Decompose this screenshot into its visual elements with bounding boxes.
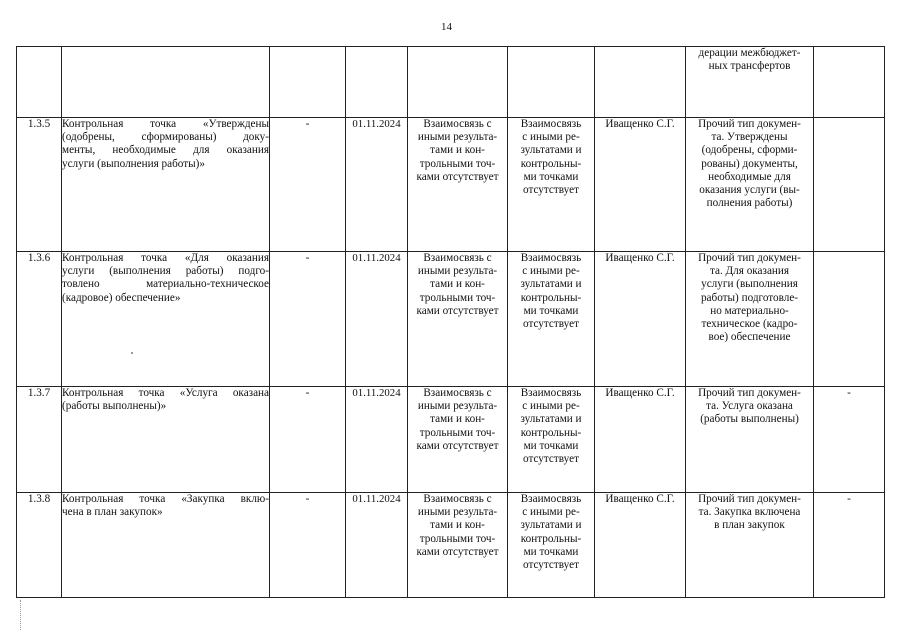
control-point-name: Контрольная точка «Услуга оказана (работы выполнены)» [62,387,270,493]
document-type: Прочий тип докумен- та. Услуга оказана (работы выполнены) [686,387,814,493]
cell-relation-2 [508,47,595,118]
responsible-person: Иващенко С.Г. [595,252,686,387]
dash-value: - [270,118,346,252]
page-number: 14 [441,21,452,33]
last-column-value [814,118,885,252]
table-row [17,493,885,598]
row-number: 1.3.6 [17,252,62,387]
last-column-value: - [814,493,885,598]
last-column-value [814,252,885,387]
control-point-name: Контрольная точка «Утверждены (одобрены, сформированы) доку- менты, необходимые для оказания услуги (выполнения работы)» [62,118,270,252]
control-point-name: Контрольная точка «Для оказания услуги (выполнения работы) подго- товлено материально-техническое (кадровое) обеспечение» [62,252,270,387]
row-number: 1.3.8 [17,493,62,598]
table-row [17,252,885,387]
table-row [17,387,885,493]
cell-last [814,47,885,118]
control-point-name: Контрольная точка «Закупка вклю- чена в план закупок» [62,493,270,598]
relation-2: Взаимосвязь с иными ре- зультатами и контрольны- ми точками отсутствует [508,493,595,598]
control-points-table [16,46,885,598]
cell-dash [270,47,346,118]
scan-speck [131,352,133,354]
relation-1: Взаимосвязь с иными результа- тами и кон- трольными точ- ками отсутствует [408,387,508,493]
document-type: Прочий тип докумен- та. Для оказания услуги (выполнения работы) подготовле- но материально- техническое (кадро- вое) обеспечение [686,252,814,387]
responsible-person: Иващенко С.Г. [595,387,686,493]
responsible-person: Иващенко С.Г. [595,493,686,598]
relation-2: Взаимосвязь с иными ре- зультатами и контрольны- ми точками отсутствует [508,387,595,493]
relation-1: Взаимосвязь с иными результа- тами и кон- трольными точ- ками отсутствует [408,493,508,598]
cell-date [346,47,408,118]
relation-1: Взаимосвязь с иными результа- тами и кон- трольными точ- ками отсутствует [408,118,508,252]
relation-2: Взаимосвязь с иными ре- зультатами и контрольны- ми точками отсутствует [508,252,595,387]
doc-line: ных трансфертов [708,60,791,73]
date-value: 01.11.2024 [346,493,408,598]
dash-value: - [270,493,346,598]
dash-value: - [270,252,346,387]
cell-responsible [595,47,686,118]
margin-mark [20,600,22,630]
cell-name [62,47,270,118]
responsible-person: Иващенко С.Г. [595,118,686,252]
table-row-continuation [17,47,885,118]
doc-line: дерации межбюджет- [698,47,801,59]
cell-relation-1 [408,47,508,118]
relation-1: Взаимосвязь с иными результа- тами и кон- трольными точ- ками отсутствует [408,252,508,387]
document-type: Прочий тип докумен- та. Утверждены (одобрены, сформи- рованы) документы, необходимые для оказания услуги (вы- полнения работы) [686,118,814,252]
date-value: 01.11.2024 [346,118,408,252]
document-type: Прочий тип докумен- та. Закупка включена в план закупок [686,493,814,598]
date-value: 01.11.2024 [346,252,408,387]
cell-num [17,47,62,118]
table-row [17,118,885,252]
date-value: 01.11.2024 [346,387,408,493]
row-number: 1.3.5 [17,118,62,252]
row-number: 1.3.7 [17,387,62,493]
cell-document [686,47,814,118]
dash-value: - [270,387,346,493]
last-column-value: - [814,387,885,493]
relation-2: Взаимосвязь с иными ре- зультатами и контрольны- ми точками отсутствует [508,118,595,252]
